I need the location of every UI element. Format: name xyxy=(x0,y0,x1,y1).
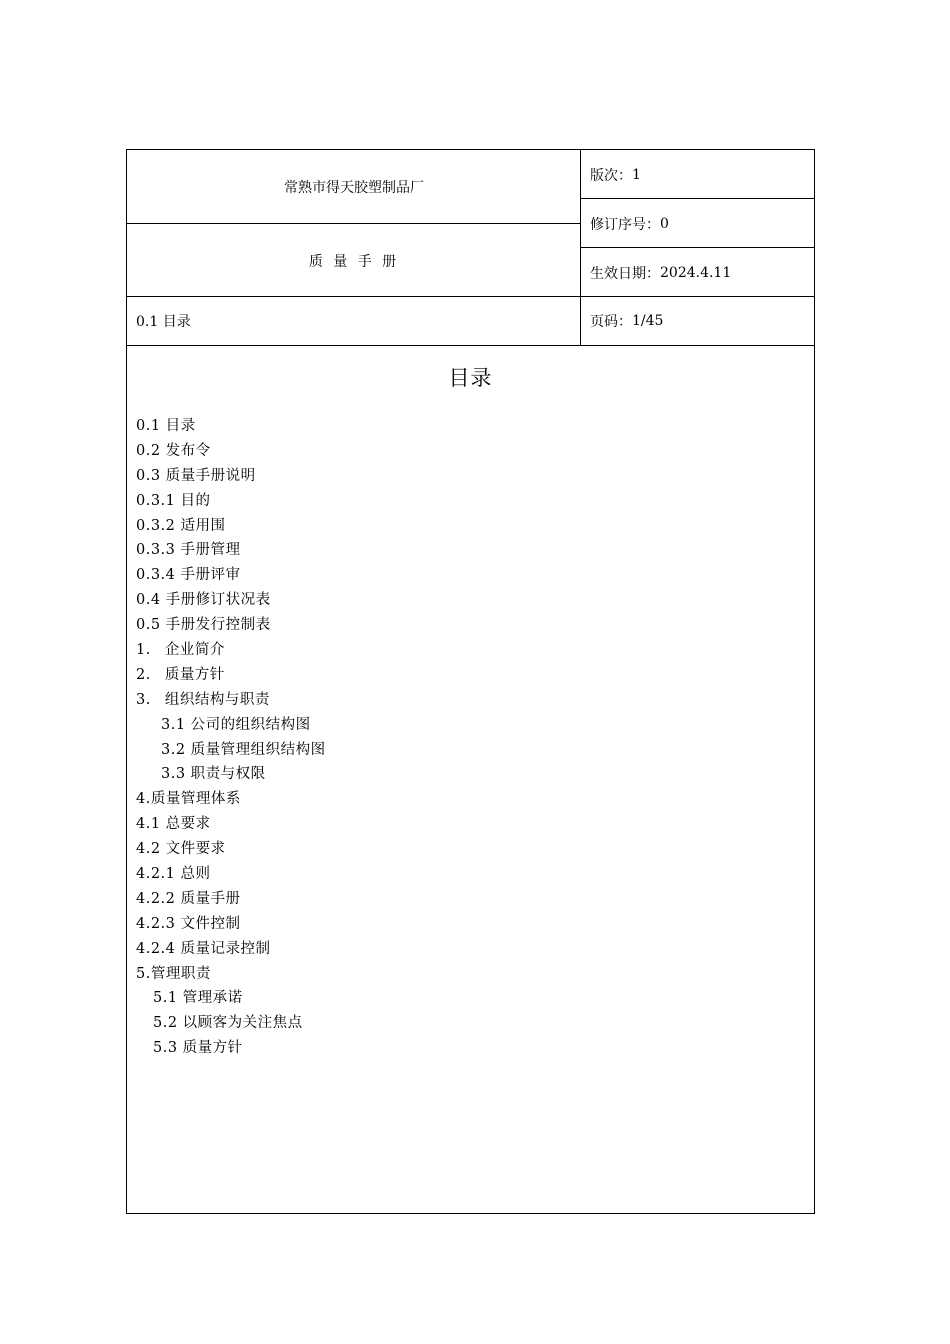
toc-item[interactable] xyxy=(127,1011,814,1036)
toc-item-text: 质量管理组织结构图 xyxy=(190,741,326,758)
toc-item-text: 质量方针 xyxy=(164,666,225,683)
toc-item-number: 0.3.3 xyxy=(136,542,176,559)
toc-item[interactable] xyxy=(127,563,814,588)
toc-item[interactable] xyxy=(127,738,814,763)
toc-item[interactable] xyxy=(127,762,814,787)
toc-item-text: 文件要求 xyxy=(165,841,226,858)
toc-item[interactable] xyxy=(127,1036,814,1061)
edition-cell xyxy=(580,150,814,199)
toc-item[interactable] xyxy=(127,489,814,514)
page-number-value: 1/45 xyxy=(632,313,664,329)
company-name: 常熟市得天胶塑制品厂 xyxy=(284,180,424,196)
toc-item-text: 企业简介 xyxy=(164,642,225,659)
toc-item[interactable] xyxy=(127,663,814,688)
document-page xyxy=(126,149,815,1214)
toc-item-text: 手册评审 xyxy=(180,567,241,584)
toc-item-number: 5.1 xyxy=(153,990,178,1007)
edition-label: 版次： xyxy=(590,167,632,184)
effective-date-value: 2024.4.11 xyxy=(660,264,732,281)
toc-item-number: 5. xyxy=(136,965,151,982)
toc-item[interactable] xyxy=(127,812,814,837)
effective-date-cell xyxy=(580,247,814,297)
toc-item-text: 手册管理 xyxy=(180,542,241,559)
toc-item-number: 4.2.1 xyxy=(136,866,176,883)
toc-item-number: 4.2 xyxy=(136,841,161,858)
toc-item[interactable] xyxy=(127,688,814,713)
toc-item-text: 目录 xyxy=(165,418,196,434)
toc-item[interactable] xyxy=(127,986,814,1011)
manual-title-cell xyxy=(127,223,581,297)
toc-item-text: 质量方针 xyxy=(182,1040,243,1057)
revision-label: 修订序号： xyxy=(590,216,660,233)
toc-item-number: 0.3.1 xyxy=(136,492,176,509)
toc-item-text: 总要求 xyxy=(165,816,211,833)
toc-list xyxy=(127,414,814,1061)
toc-item[interactable] xyxy=(127,887,814,912)
toc-item-number: 4.2.3 xyxy=(136,915,176,932)
toc-item-text: 管理职责 xyxy=(150,965,211,982)
toc-item[interactable] xyxy=(127,588,814,613)
toc-item[interactable] xyxy=(127,638,814,663)
toc-item-text: 管理承诺 xyxy=(182,990,243,1007)
edition-value: 1 xyxy=(632,166,641,183)
toc-item-text: 总则 xyxy=(180,866,211,883)
toc-item[interactable] xyxy=(127,439,814,464)
toc-item-number: 5.2 xyxy=(153,1015,178,1032)
toc-item-text: 质量记录控制 xyxy=(180,940,271,957)
toc-item-text: 质量管理体系 xyxy=(150,791,241,808)
toc-item-number: 3. xyxy=(136,691,151,708)
toc-item-number: 3.3 xyxy=(161,766,186,783)
toc-item-number: 4. xyxy=(136,791,151,808)
revision-cell xyxy=(580,198,814,248)
toc-item-number: 0.1 xyxy=(136,418,161,434)
toc-item-text: 目的 xyxy=(180,492,211,509)
company-name-cell xyxy=(127,150,581,224)
toc-item[interactable] xyxy=(127,713,814,738)
toc-item-text: 以顾客为关注焦点 xyxy=(182,1015,303,1032)
toc-item[interactable] xyxy=(127,414,814,439)
toc-item[interactable] xyxy=(127,837,814,862)
toc-item-number: 2. xyxy=(136,666,151,683)
toc-item-text: 发布令 xyxy=(165,442,211,459)
section-title: 0.1 目录 xyxy=(136,314,191,330)
toc-item-text: 公司的组织结构图 xyxy=(190,716,311,733)
toc-item-text: 手册修订状况表 xyxy=(165,592,271,609)
toc-item-number: 4.2.4 xyxy=(136,940,176,957)
toc-item-number: 4.2.2 xyxy=(136,890,176,907)
toc-item[interactable] xyxy=(127,912,814,937)
toc-item[interactable] xyxy=(127,862,814,887)
toc-item-number: 3.1 xyxy=(161,716,186,733)
toc-item-text: 手册发行控制表 xyxy=(165,617,271,634)
effective-date-label: 生效日期： xyxy=(590,265,660,282)
toc-title: 目录 xyxy=(448,366,493,390)
toc-item-number: 3.2 xyxy=(161,741,186,758)
toc-item-number: 0.5 xyxy=(136,617,161,634)
toc-item[interactable] xyxy=(127,514,814,539)
page-number-cell xyxy=(580,296,814,346)
toc-item-number: 1. xyxy=(136,642,151,659)
toc-item-text: 质量手册 xyxy=(180,890,241,907)
toc-item-text: 文件控制 xyxy=(180,915,241,932)
toc-item[interactable] xyxy=(127,787,814,812)
toc-item[interactable] xyxy=(127,538,814,563)
toc-item-number: 0.3.2 xyxy=(136,517,176,534)
revision-value: 0 xyxy=(660,215,669,232)
toc-item[interactable] xyxy=(127,464,814,489)
page-number-label: 页码： xyxy=(590,314,632,330)
toc-item-number: 0.3 xyxy=(136,467,161,484)
section-cell xyxy=(127,296,581,346)
toc-item-text: 适用围 xyxy=(180,517,226,534)
toc-item-text: 组织结构与职责 xyxy=(164,691,270,708)
toc-item-number: 0.2 xyxy=(136,442,161,459)
toc-item-number: 4.1 xyxy=(136,816,161,833)
toc-item[interactable] xyxy=(127,937,814,962)
toc-item-text: 职责与权限 xyxy=(190,766,266,783)
manual-title: 质 量 手 册 xyxy=(308,253,400,270)
toc-item-number: 5.3 xyxy=(153,1040,178,1057)
toc-item-number: 0.4 xyxy=(136,592,161,609)
toc-item-number: 0.3.4 xyxy=(136,567,176,584)
toc-item[interactable] xyxy=(127,962,814,987)
toc-item-text: 质量手册说明 xyxy=(165,467,256,484)
toc-item[interactable] xyxy=(127,613,814,638)
